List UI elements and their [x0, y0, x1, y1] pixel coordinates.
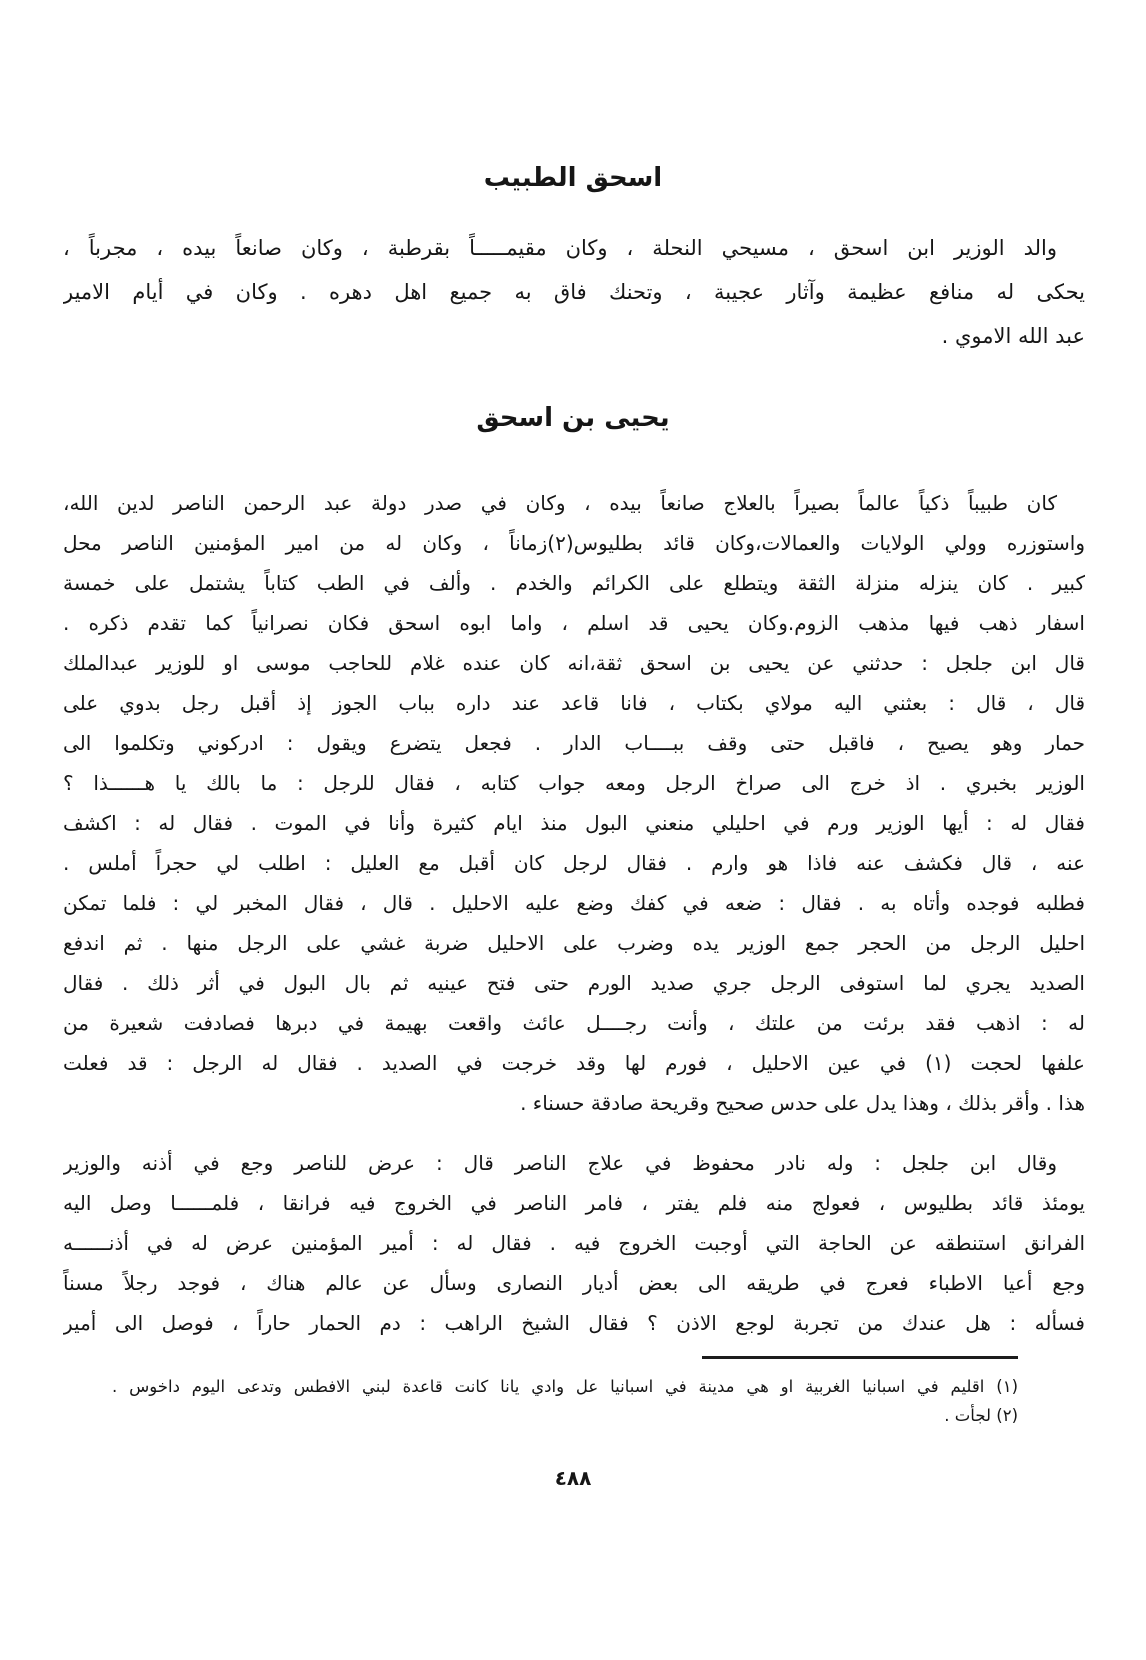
text-line: الوزير بخبري . اذ خرج الى صراخ الرجل ومعه جواب كتابه ، فقال للرجل : ما بالك يا هــــــذا ؟	[63, 771, 1085, 795]
text-line: اسفار ذهب فيها مذهب الزوم.وكان يحيى قد اسلم ، واما ابوه اسحق فكان نصرانياً كما تقدم ذكره .	[63, 611, 1085, 635]
footnote-1: (١) اقليم في اسبانيا الغربية او هي مدينة في اسبانيا عل وادي يانا كانت قاعدة لبني الافطس وتدعى اليوم داخوس .	[112, 1377, 1018, 1396]
text-line: هذا . وأقر بذلك ، وهذا يدل على حدس صحيح وقريحة صادقة حسناء .	[520, 1091, 1085, 1115]
text-line: يومئذ قائد بطليوس ، فعولج منه فلم يفتر ، فامر الناصر في الخروج فيه فرانقا ، فلمــــــا وصل اليه	[63, 1191, 1085, 1215]
text-line: وجع أعيا الاطباء فعرج في طريقه الى بعض أديار النصارى وسأل عن عالم هناك ، فوجد رجلاً مسناً	[63, 1271, 1085, 1295]
text-line: فقال له : أيها الوزير ورم في احليلي منعني البول منذ ايام كثيرة وأنا في الموت . فقال له : اكشف	[63, 811, 1085, 835]
text-line: كبير . كان ينزله منزلة الثقة ويتطلع على الكرائم والخدم . وألف في الطب كتاباً يشتمل على خمسة	[63, 571, 1085, 595]
text-line: يحكى له منافع عظيمة وآثار عجيبة ، وتحنك فاق به جميع اهل دهره . وكان في أيام الامير	[63, 280, 1085, 304]
text-line: كان طبيباً ذكياً عالماً بصيراً بالعلاج صانعاً بيده ، وكان في صدر دولة عبد الرحمن الناصر لدين الله،	[63, 491, 1057, 515]
section-heading-yahya: يحيى بن اسحق	[476, 403, 670, 433]
text-line: قال ابن جلجل : حدثني عن يحيى بن اسحق ثقة،انه كان عنده غلام للحاجب موسى او للوزير عبدالملك	[63, 651, 1085, 675]
text-line: فطلبه فوجده وأتاه به . فقال : ضعه في كفك وضع عليه الاحليل . قال ، فقال المخبر لي : فلما تمكن	[63, 891, 1085, 915]
footnote-2: (٢) لجأت .	[944, 1406, 1018, 1425]
text-line: عبد الله الاموي .	[941, 324, 1085, 348]
text-line: الصديد يجري لما استوفى الرجل جري صديد الورم حتى فتح عينيه ثم بال البول في أثر ذلك . فقال	[63, 971, 1085, 995]
page-number: ٤٨٨	[554, 1466, 592, 1490]
text-line: حمار وهو يصيح ، فاقبل حتى وقف ببــــاب الدار . فجعل يتضرع ويقول : ادركوني وتكلموا الى	[63, 731, 1085, 755]
text-line: له : اذهب فقد برئت من علتك ، وأنت رجــــل عائث واقعت بهيمة في دبرها فصادفت شعيرة من	[63, 1011, 1085, 1035]
text-line: عنه ، قال فكشف عنه فاذا هو وارم . فقال لرجل كان أقبل مع العليل : اطلب لي حجراً أملس .	[63, 851, 1085, 875]
text-line: الفرانق استنطقه عن الحاجة التي أوجبت الخروج فيه . فقال له : أمير المؤمنين عرض له في أذنــــــه	[63, 1231, 1085, 1255]
footnote-separator	[702, 1356, 1018, 1359]
text-line: علفها لحجت (١) في عين الاحليل ، فورم لها وقد خرجت في الصديد . فقال له الرجل : قد فعلت	[63, 1051, 1085, 1075]
footnotes	[112, 1372, 1018, 1430]
text-line: احليل الرجل من الحجر جمع الوزير يده وضرب على الاحليل ضربة غشي على الرجل منها . ثم اندفع	[63, 931, 1085, 955]
paragraph-ishaq	[63, 226, 1085, 358]
paragraph-yahya-1	[63, 483, 1085, 1123]
text-line: قال ، قال : بعثني اليه مولاي بكتاب ، فانا قاعد عند داره بباب الجوز إذ أقبل رجل بدوي على	[63, 691, 1085, 715]
paragraph-yahya-2	[63, 1143, 1085, 1343]
text-line: فسأله : هل عندك من تجربة لوجع الاذن ؟ فقال الشيخ الراهب : دم الحمار حاراً ، فوصل الى أمير	[63, 1311, 1085, 1335]
text-line: والد الوزير ابن اسحق ، مسيحي النحلة ، وكان مقيمـــــاً بقرطبة ، وكان صانعاً بيده ، مجرباً ،	[63, 236, 1057, 260]
section-heading-ishaq: اسحق الطبيب	[483, 163, 663, 193]
text-line: وقال ابن جلجل : وله نادر محفوظ في علاج الناصر قال : عرض للناصر وجع في أذنه والوزير	[63, 1151, 1057, 1175]
text-line: واستوزره وولي الولايات والعمالات،وكان قائد بطليوس(٢)زماناً ، وكان له من امير المؤمنين الناصر محل	[63, 531, 1085, 555]
